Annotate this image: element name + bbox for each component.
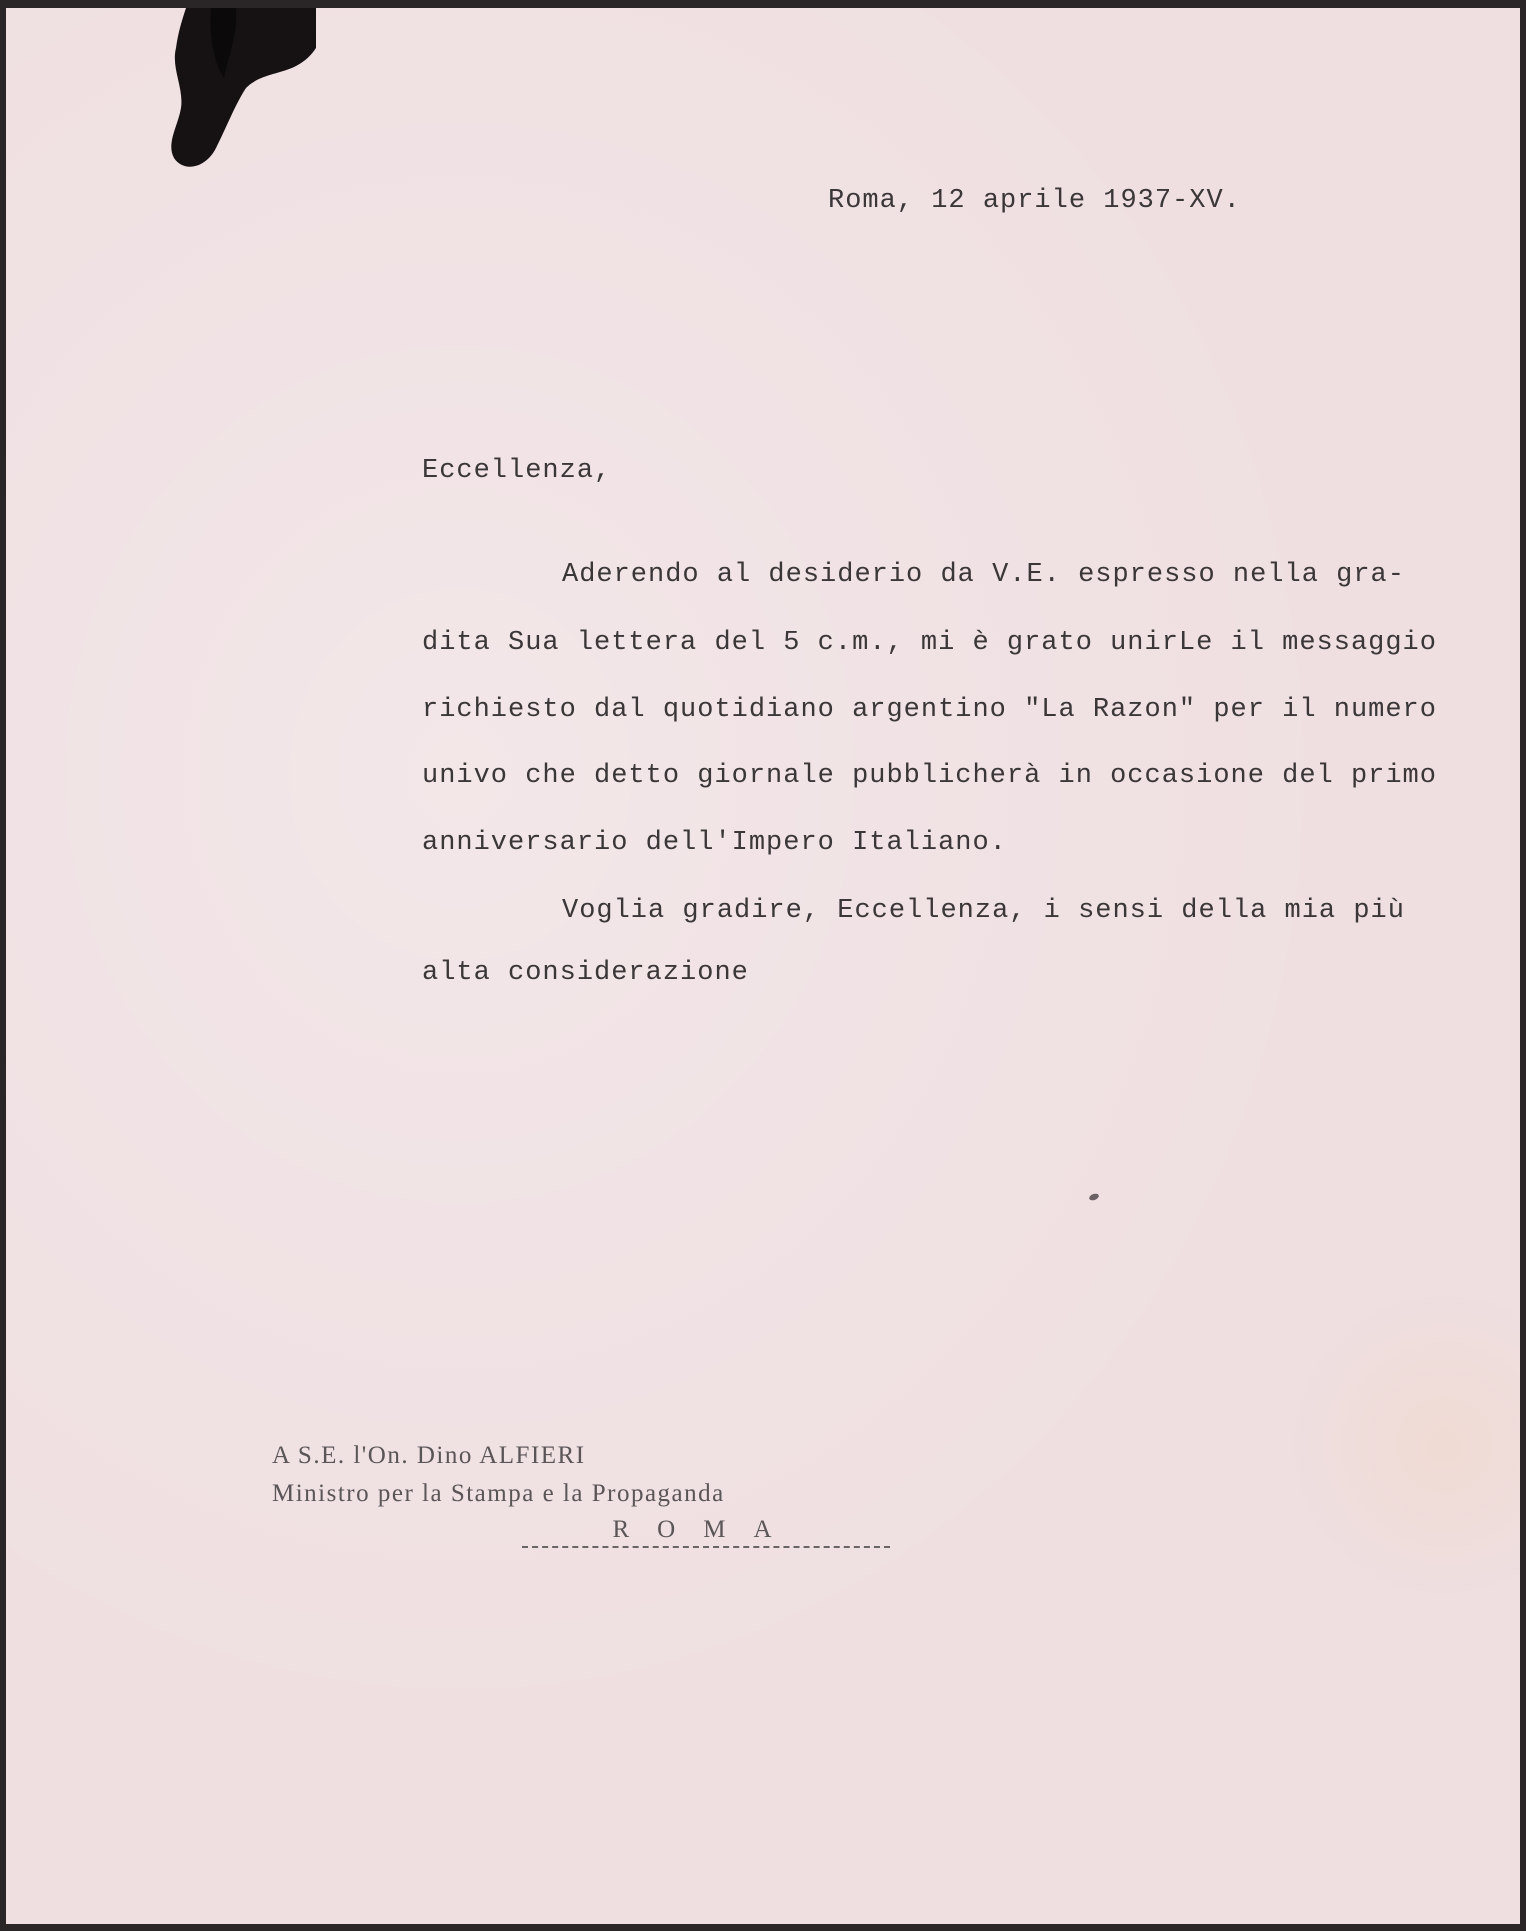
paragraph-1-line-3: richiesto dal quotidiano argentino "La Razon" per il numero [422,695,1437,725]
letter-date: Roma, 12 aprile 1937-XV. [828,186,1241,216]
recipient-line-1: A S.E. l'On. Dino ALFIERI [272,1442,586,1469]
paragraph-2-line-2: alta considerazione [422,958,749,988]
letter-salutation: Eccellenza, [422,456,612,486]
recipient-line-2: Ministro per la Stampa e la Propaganda [272,1480,725,1507]
letter-sheet [6,8,1520,1924]
paragraph-1-line-1: Aderendo al desiderio da V.E. espresso nella gra- [562,560,1405,590]
paragraph-2-line-1: Voglia gradire, Eccellenza, i sensi della mia più [562,896,1405,926]
paragraph-1-line-4: univo che detto giornale pubblicherà in occasione del primo [422,761,1437,791]
recipient-city: ROMA [522,1516,890,1548]
paragraph-1-line-5: anniversario dell'Impero Italiano. [422,828,1007,858]
ink-blot-mark [166,8,316,173]
ink-speck [1088,1192,1099,1201]
paragraph-1-line-2: dita Sua lettera del 5 c.m., mi è grato unirLe il messaggio [422,628,1437,658]
